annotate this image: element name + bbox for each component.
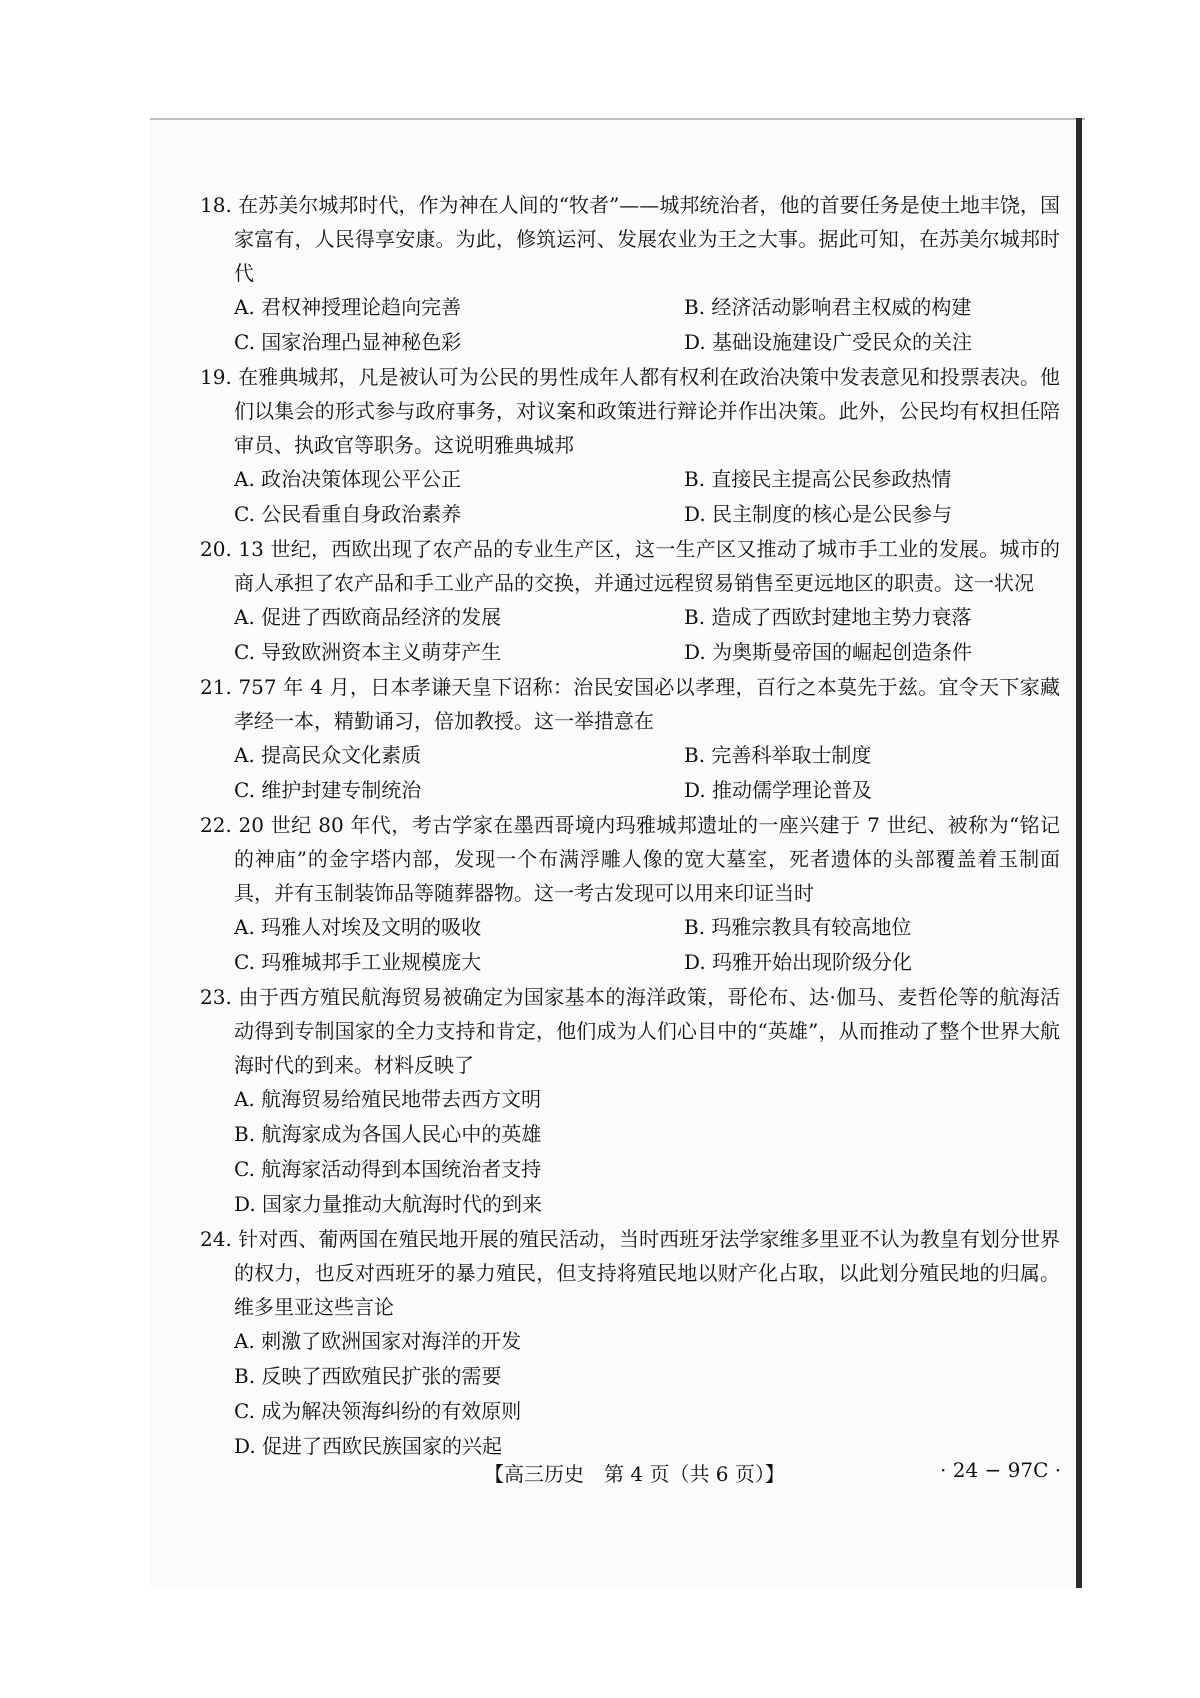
page-footer: [0, 1458, 1200, 1488]
question-22: [200, 808, 1060, 980]
option-b: B. 完善科举取士制度: [684, 743, 872, 767]
question-20: [200, 532, 1060, 670]
options: [234, 738, 1060, 808]
question-19: [200, 360, 1060, 532]
option-d: D. 国家力量推动大航海时代的到来: [234, 1192, 543, 1216]
paper-code: · 24 − 97C ·: [940, 1458, 1062, 1482]
options: [234, 910, 1060, 980]
option-b: B. 航海家成为各国人民心中的英雄: [234, 1122, 542, 1146]
question-stem: 20. 13 世纪，西欧出现了农产品的专业生产区，这一生产区又推动了城市手工业的发展。城市的商人承担了农产品和手工业产品的交换，并通过远程贸易销售至更远地区的职责。这一状况: [200, 537, 1060, 595]
option-c: C. 国家治理凸显神秘色彩: [234, 330, 462, 354]
question-23: [200, 980, 1060, 1222]
option-a: A. 玛雅人对埃及文明的吸收: [234, 915, 482, 939]
question-stem: 18. 在苏美尔城邦时代，作为神在人间的“牧者”——城邦统治者，他的首要任务是使土地丰饶，国家富有，人民得享安康。为此，修筑运河、发展农业为王之大事。据此可知，在苏美尔城邦时代: [200, 193, 1060, 285]
option-d: D. 民主制度的核心是公民参与: [684, 502, 953, 526]
option-c: C. 维护封建专制统治: [234, 778, 422, 802]
options: [234, 600, 1060, 670]
option-c: C. 公民看重自身政治素养: [234, 502, 462, 526]
option-c: C. 导致欧洲资本主义萌芽产生: [234, 640, 502, 664]
option-d: D. 玛雅开始出现阶级分化: [684, 950, 913, 974]
options: [234, 290, 1060, 360]
option-b: B. 经济活动影响君主权威的构建: [684, 295, 972, 319]
option-b: B. 造成了西欧封建地主势力衰落: [684, 605, 972, 629]
option-a: A. 政治决策体现公平公正: [234, 467, 462, 491]
question-18: [200, 188, 1060, 360]
question-stem: 24. 针对西、葡两国在殖民地开展的殖民活动，当时西班牙法学家维多里亚不认为教皇有划分世界的权力，也反对西班牙的暴力殖民，但支持将殖民地以财产化占取，以此划分殖民地的归属。维多里亚这些言论: [200, 1227, 1060, 1319]
question-stem: 22. 20 世纪 80 年代，考古学家在墨西哥境内玛雅城邦遗址的一座兴建于 7 世纪、被称为“铭记的神庙”的金字塔内部，发现一个布满浮雕人像的宽大墓室，死者遗体的头部覆盖着玉制面具，并有玉制装饰品等随葬器物。这一考古发现可以用来印证当时: [200, 813, 1060, 905]
options: [234, 1324, 1060, 1464]
option-c: C. 航海家活动得到本国统治者支持: [234, 1157, 542, 1181]
option-b: B. 反映了西欧殖民扩张的需要: [234, 1364, 502, 1388]
options: [234, 462, 1060, 532]
option-a: A. 刺激了欧洲国家对海洋的开发: [234, 1329, 522, 1353]
option-d: D. 基础设施建设广受民众的关注: [684, 330, 973, 354]
question-stem: 21. 757 年 4 月，日本孝谦天皇下诏称：治民安国必以孝理，百行之本莫先于兹。宜令天下家藏孝经一本，精勤诵习，倍加教授。这一举措意在: [200, 675, 1060, 733]
exam-content: [200, 188, 1060, 1464]
option-a: A. 提高民众文化素质: [234, 743, 422, 767]
options: [234, 1082, 1060, 1222]
option-b: B. 直接民主提高公民参政热情: [684, 467, 952, 491]
option-a: A. 航海贸易给殖民地带去西方文明: [234, 1087, 542, 1111]
question-stem: 23. 由于西方殖民航海贸易被确定为国家基本的海洋政策，哥伦布、达·伽马、麦哲伦等的航海活动得到专制国家的全力支持和肯定，他们成为人们心目中的“英雄”，从而推动了整个世界大航海时代的到来。材料反映了: [200, 985, 1060, 1077]
page-info: 【高三历史 第 4 页（共 6 页）】: [484, 1462, 785, 1486]
option-a: A. 促进了西欧商品经济的发展: [234, 605, 502, 629]
option-c: C. 成为解决领海纠纷的有效原则: [234, 1399, 522, 1423]
question-stem: 19. 在雅典城邦，凡是被认可为公民的男性成年人都有权利在政治决策中发表意见和投票表决。他们以集会的形式参与政府事务，对议案和政策进行辩论并作出决策。此外，公民均有权担任陪审员、执政官等职务。这说明雅典城邦: [200, 365, 1060, 457]
paper-top-edge: [150, 118, 1085, 120]
option-a: A. 君权神授理论趋向完善: [234, 295, 462, 319]
question-21: [200, 670, 1060, 808]
option-d: D. 推动儒学理论普及: [684, 778, 873, 802]
option-d: D. 为奥斯曼帝国的崛起创造条件: [684, 640, 973, 664]
option-d: D. 促进了西欧民族国家的兴起: [234, 1434, 503, 1458]
question-24: [200, 1222, 1060, 1464]
option-b: B. 玛雅宗教具有较高地位: [684, 915, 912, 939]
option-c: C. 玛雅城邦手工业规模庞大: [234, 950, 482, 974]
